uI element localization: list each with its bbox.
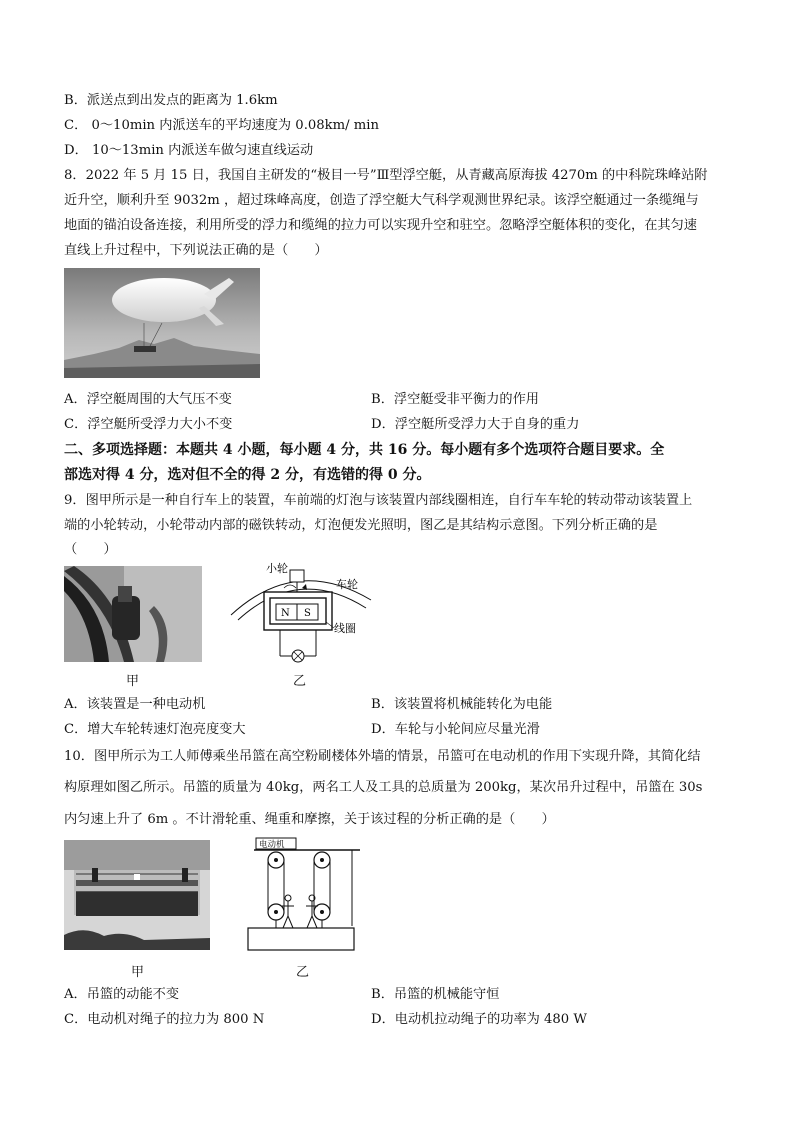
q10-fig-jia-caption: 甲 bbox=[131, 965, 145, 980]
q7-option-c: C． 0～10min 内派送车的平均速度为 0.08km/ min bbox=[64, 118, 380, 133]
q8-stem-line-1: 8．2022 年 5 月 15 日，我国自主研发的“极目一号”Ⅲ型浮空艇，从青藏高原海拔 4270m 的中科院珠峰站附 bbox=[64, 168, 708, 183]
gondola-photo bbox=[64, 840, 210, 950]
q10-option-d: D．电动机拉动绳子的功率为 480 W bbox=[371, 1012, 587, 1027]
q10-stem-line-3: 内匀速上升了 6m 。不计滑轮重、绳重和摩擦，关于该过程的分析正确的是（ ） bbox=[64, 812, 555, 827]
pulley-schematic bbox=[242, 836, 362, 956]
q8-stem-line-4: 直线上升过程中，下列说法正确的是（ ） bbox=[64, 243, 328, 258]
q7-option-d: D． 10～13min 内派送车做匀速直线运动 bbox=[64, 143, 314, 158]
q10-stem-line-1: 10．图甲所示为工人师傅乘坐吊篮在高空粉刷楼体外墙的情景，吊篮可在电动机的作用下实现升降，其简化结 bbox=[64, 749, 701, 764]
magnet-n-label: N bbox=[281, 608, 290, 619]
q10-option-c: C．电动机对绳子的拉力为 800 N bbox=[64, 1012, 265, 1027]
q8-option-c: C．浮空艇所受浮力大小不变 bbox=[64, 417, 233, 432]
coil-label: 线圈 bbox=[334, 622, 356, 635]
q9-option-d: D．车轮与小轮间应尽量光滑 bbox=[371, 722, 540, 737]
dynamo-schematic bbox=[226, 560, 376, 670]
section2-heading-line-1: 二、多项选择题：本题共 4 小题，每小题 4 分，共 16 分。每小题有多个选项符合题目要求。全 bbox=[64, 442, 665, 458]
magnet-s-label: S bbox=[304, 608, 311, 619]
section2-heading-line-2: 部选对得 4 分，选对但不全的得 2 分，有选错的得 0 分。 bbox=[64, 467, 431, 483]
q8-stem-line-3: 地面的锚泊设备连接，利用所受的浮力和缆绳的拉力可以实现升空和驻空。忽略浮空艇体积的变化，在其匀速 bbox=[64, 218, 697, 233]
q9-option-c: C．增大车轮转速灯泡亮度变大 bbox=[64, 722, 246, 737]
q7-option-b: B．派送点到出发点的距离为 1.6km bbox=[64, 93, 278, 108]
q9-fig-jia-caption: 甲 bbox=[126, 674, 140, 689]
wheel-label: 车轮 bbox=[336, 578, 358, 591]
airship-photo bbox=[64, 268, 260, 378]
q8-option-d: D．浮空艇所受浮力大于自身的重力 bbox=[371, 417, 580, 432]
q10-option-a: A．吊篮的动能不变 bbox=[64, 987, 180, 1002]
q9-stem-line-1: 9．图甲所示是一种自行车上的装置，车前端的灯泡与该装置内部线圈相连，自行车车轮的转动带动该装置上 bbox=[64, 493, 693, 508]
q9-stem-line-3: （ ） bbox=[64, 542, 117, 557]
q8-option-a: A．浮空艇周围的大气压不变 bbox=[64, 392, 232, 407]
small-wheel-label: 小轮 bbox=[266, 562, 288, 575]
q9-stem-line-2: 端的小轮转动，小轮带动内部的磁铁转动，灯泡便发光照明，图乙是其结构示意图。下列分析正确的是 bbox=[64, 518, 658, 533]
q9-option-a: A．该装置是一种电动机 bbox=[64, 697, 206, 712]
q10-option-b: B．吊篮的机械能守恒 bbox=[371, 987, 500, 1002]
q10-fig-yi-caption: 乙 bbox=[296, 965, 310, 980]
q9-fig-yi-caption: 乙 bbox=[293, 674, 307, 689]
q8-stem-line-2: 近升空，顺利升至 9032m ，超过珠峰高度，创造了浮空艇大气科学观测世界纪录。该浮空艇通过一条缆绳与 bbox=[64, 193, 699, 208]
q9-option-b: B．该装置将机械能转化为电能 bbox=[371, 697, 553, 712]
bicycle-dynamo-photo bbox=[64, 566, 202, 662]
worker-figures bbox=[282, 895, 318, 928]
motor-label: 电动机 bbox=[259, 840, 285, 850]
q8-option-b: B．浮空艇受非平衡力的作用 bbox=[371, 392, 539, 407]
q10-stem-line-2: 构原理如图乙所示。吊篮的质量为 40kg，两名工人及工具的总质量为 200kg，某次吊升过程中，吊篮在 30s bbox=[64, 780, 703, 795]
